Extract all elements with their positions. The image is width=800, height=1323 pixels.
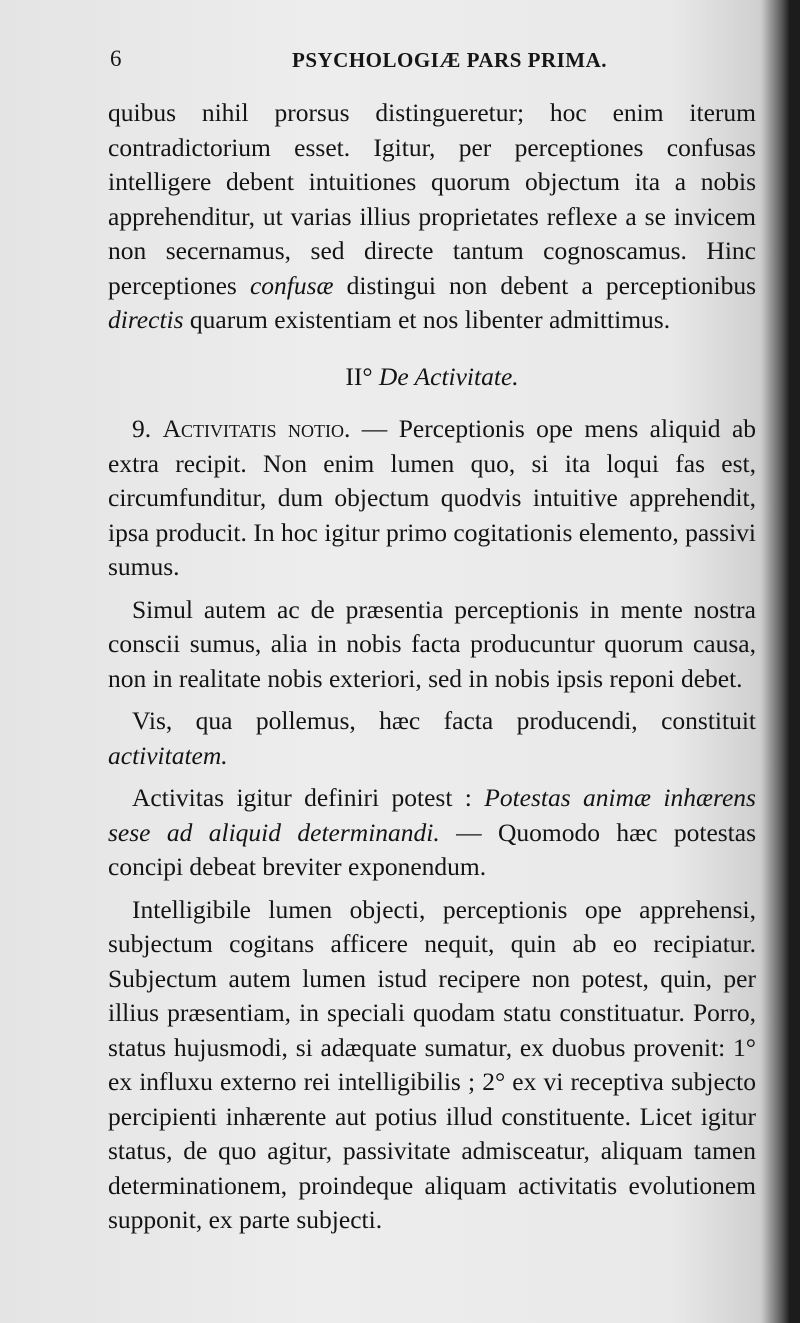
page-header — [0, 40, 790, 80]
emphasis-directis: directis — [108, 305, 184, 334]
page-edge-shadow — [762, 0, 790, 1323]
text-run: Activitas igitur definiri potest : — [132, 783, 485, 812]
section-title: De Activitate. — [378, 361, 519, 391]
page-body — [108, 96, 756, 1238]
text-run: quibus nihil prorsus distingueretur; hoc enim iterum contradictorium esset. Igitur, per perceptiones confusas intelligere debent intuitiones quorum objectum ita a nobis apprehenditur, ut varias illius proprietates reflexe a se invicem non secernamus, sed directe tantum cognoscamus. Hinc perceptiones — [108, 98, 756, 300]
page-number: 6 — [110, 46, 122, 71]
paragraph-definition — [108, 781, 756, 885]
section-heading — [108, 360, 756, 395]
text-run: distingui non debent a perceptionibus — [333, 270, 756, 300]
paragraph — [108, 704, 756, 773]
running-head: PSYCHOLOGIÆ PARS PRIMA. — [292, 48, 608, 72]
emphasis-activitatem: activitatem. — [108, 740, 228, 770]
text-run: — Quomodo hæc potestas concipi debeat breviter exponendum. — [108, 817, 757, 881]
paragraph-number: 9. — [132, 414, 152, 443]
emphasis-definition: Potestas animæ inhærens sese ad aliquid determinandi. — [108, 783, 756, 847]
text-run: Vis, qua pollemus, hæc facta producendi, constituit — [132, 706, 756, 735]
emphasis-confusae: confusæ — [249, 270, 334, 300]
paragraph: Simul autem ac de præsentia perceptionis in mente nostra conscii sumus, alia in nobis facta producuntur quorum causa, non in realitate nobis exteriori, sed in nobis ipsis reponi debet. — [108, 594, 756, 693]
section-number: II° — [345, 361, 373, 391]
text-run: — Perceptionis ope mens aliquid ab extra recipit. Non enim lumen quo, si ita loqui fas est, circumfunditur, dum objectum quodvis intuitive apprehendit, ipsa producit. In hoc igitur primo cogitationis elemento, passivi sumus. — [108, 414, 757, 581]
paragraph-heading: Activitatis notio. — [162, 414, 351, 443]
paragraph-continuation — [108, 96, 756, 338]
paragraph-activitatis-notio — [108, 412, 756, 585]
text-run: quarum existentiam et nos libenter admittimus. — [183, 305, 671, 334]
paragraph: Intelligibile lumen objecti, perceptionis ope apprehensi, subjectum cogitans afficere nequit, quin ab eo recipiatur. Subjectum autem lumen istud recipere non potest, quin, per illius præsentiam, in speciali quodam statu constituatur. Porro, status hujusmodi, si adæquate sumatur, ex duobus provenit: 1° ex influxu externo rei intelligibilis ; 2° ex vi receptiva subjecto percipienti inhærente aut potius illud constituente. Licet igitur status, de quo agitur, passivitate admisceatur, aliquam tamen determinationem, proindeque aliquam activitatis evolutionem supponit, ex parte subjecti. — [108, 894, 756, 1234]
